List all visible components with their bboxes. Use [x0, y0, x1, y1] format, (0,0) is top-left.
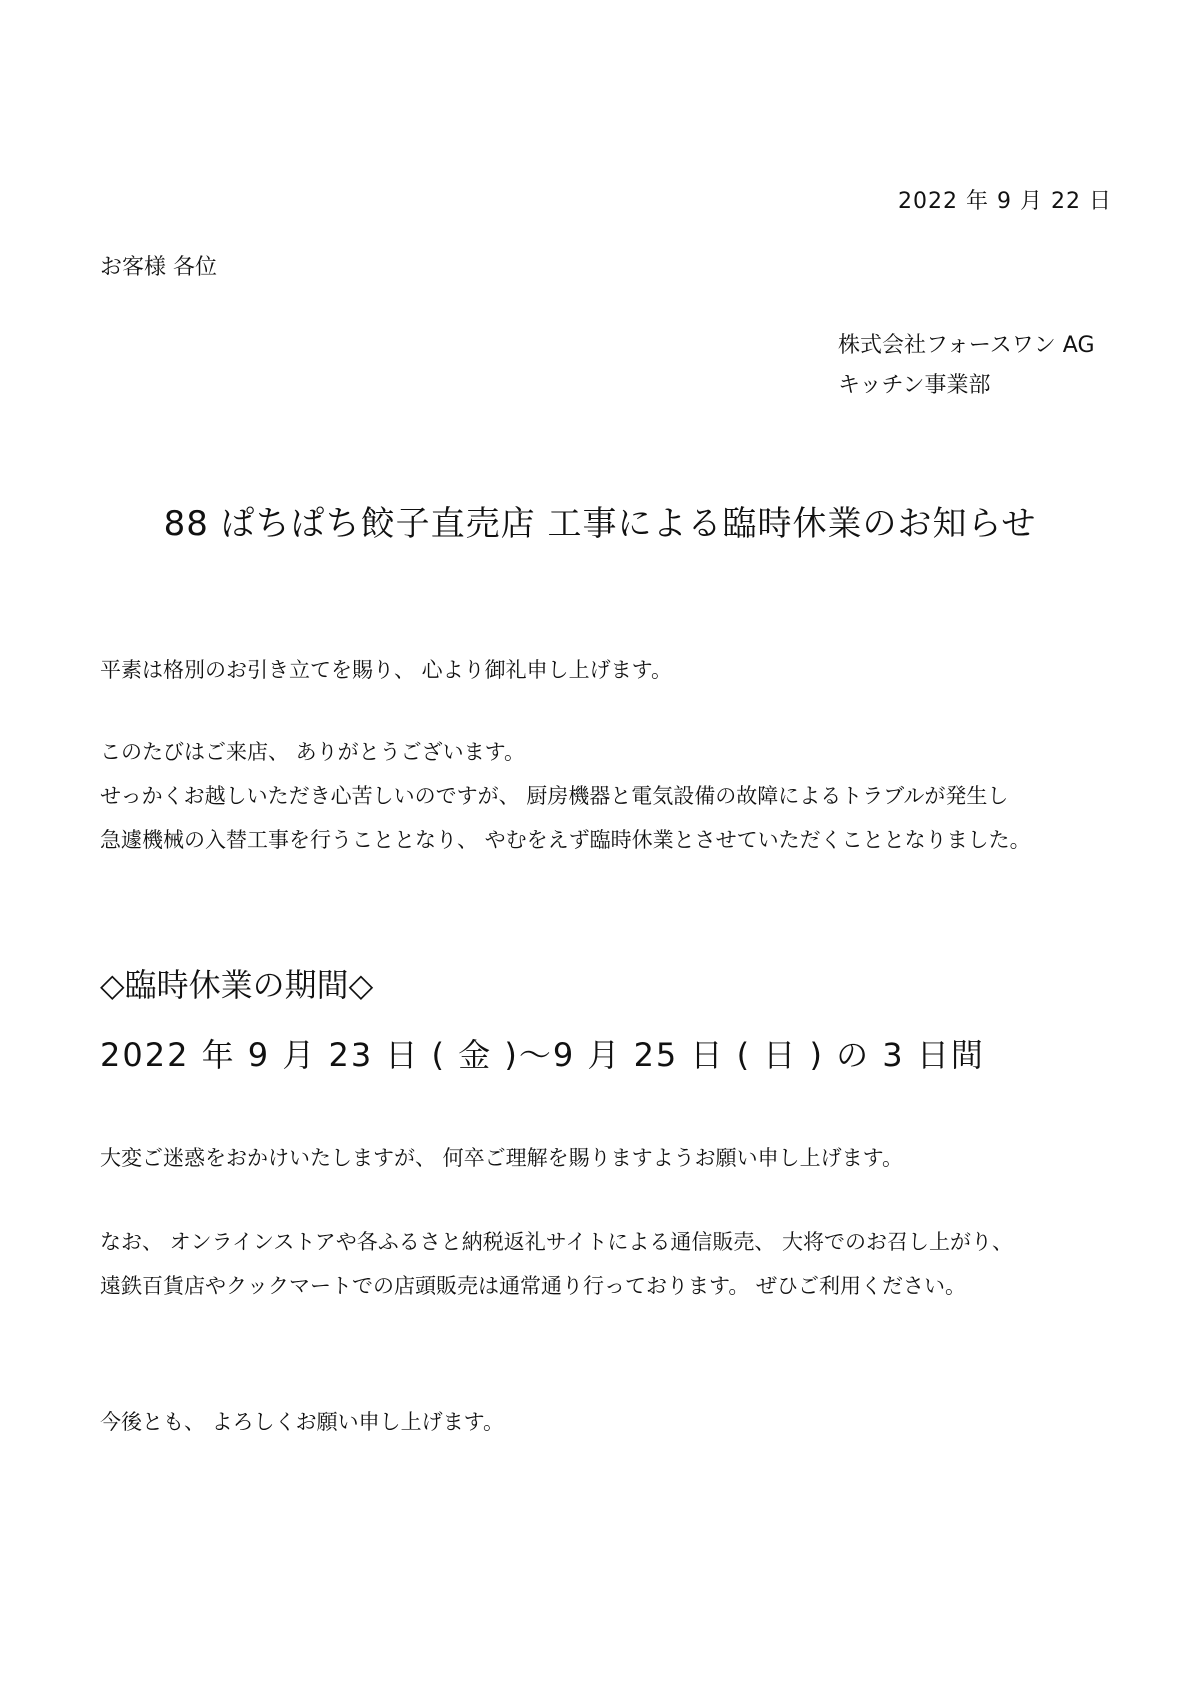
closing-paragraph: 今後とも、 よろしくお願い申し上げます。 — [100, 1410, 504, 1434]
body-paragraph — [100, 730, 1031, 862]
greeting-paragraph: 平素は格別のお引き立てを賜り、 心より御礼申し上げます。 — [100, 658, 672, 682]
sender-department: キッチン事業部 — [838, 373, 991, 398]
notice-paragraph — [100, 1220, 1013, 1308]
document-title: 88 ぱちぱち餃子直売店 工事による臨時休業のお知らせ — [163, 504, 1037, 544]
notice-line: なお、 オンラインストアや各ふるさと納税返礼サイトによる通信販売、 大将でのお召し上がり、 — [100, 1230, 1013, 1254]
apology-paragraph: 大変ご迷惑をおかけいたしますが、 何卒ご理解を賜りますようお願い申し上げます。 — [100, 1146, 903, 1170]
closure-period: 2022 年 9 月 23 日 ( 金 )〜9 月 25 日 ( 日 ) の 3 日間 — [100, 1036, 985, 1074]
body-line: せっかくお越しいただき心苦しいのですが、 厨房機器と電気設備の故障によるトラブルが発生し — [100, 784, 1009, 808]
body-line: このたびはご来店、 ありがとうございます。 — [100, 740, 525, 764]
body-line: 急遽機械の入替工事を行うこととなり、 やむをえず臨時休業とさせていただくこととなりました。 — [100, 828, 1031, 852]
recipient-line: お客様 各位 — [100, 255, 217, 280]
closure-heading: ◇臨時休業の期間◇ — [100, 966, 374, 1004]
sender-company: 株式会社フォースワン AG — [838, 333, 1095, 358]
document-date: 2022 年 9 月 22 日 — [898, 189, 1112, 214]
sender-block — [838, 326, 1095, 406]
notice-line: 遠鉄百貨店やクックマートでの店頭販売は通常通り行っております。 ぜひご利用ください。 — [100, 1274, 966, 1298]
